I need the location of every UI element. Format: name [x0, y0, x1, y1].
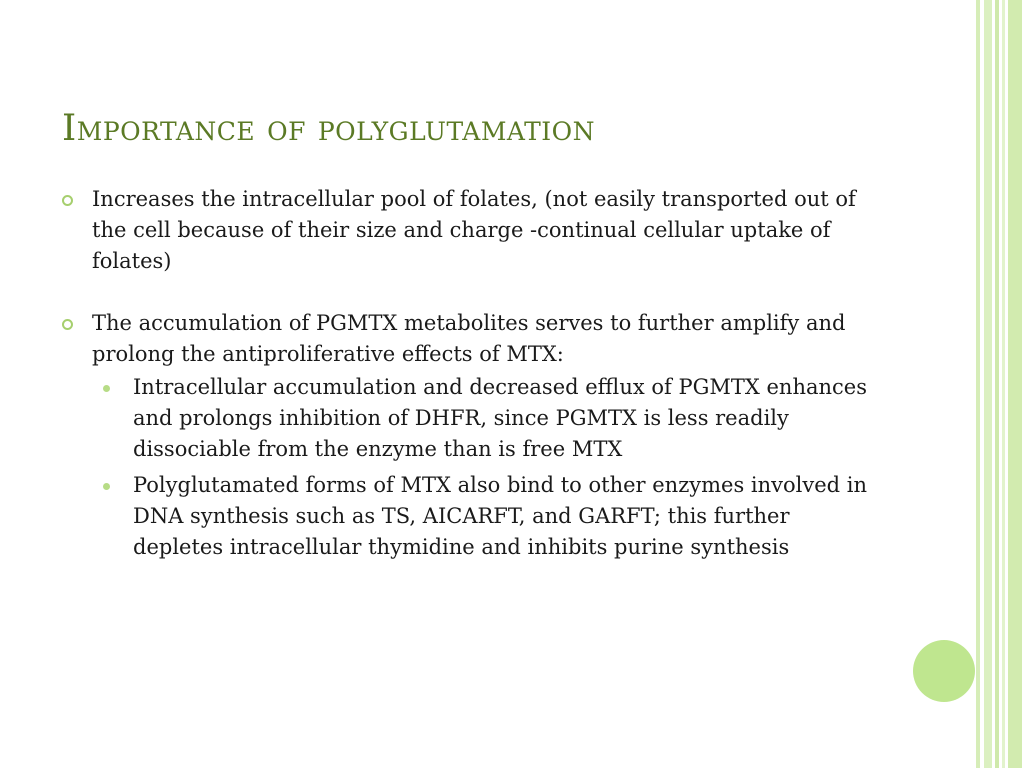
bullet-list	[62, 184, 882, 568]
ring-bullet-icon	[62, 195, 73, 206]
sub-bullet-text: Intracellular accumulation and decreased efflux of PGMTX enhances and prolongs inhibition of DHFR, since PGMTX is less readily dissociable from the enzyme than is free MTX	[133, 375, 867, 461]
slide-title: Importance of polyglutamation	[62, 108, 596, 149]
decorative-stripe	[976, 0, 980, 768]
decorative-circle	[913, 640, 975, 702]
dot-bullet-icon	[103, 385, 110, 392]
bullet-text: The accumulation of PGMTX metabolites serves to further amplify and prolong the antiproliferative effects of MTX:	[92, 311, 846, 366]
decorative-stripe	[995, 0, 999, 768]
dot-bullet-icon	[103, 483, 110, 490]
bullet-item	[62, 308, 882, 563]
bullet-item	[62, 184, 882, 277]
sub-bullet-item	[92, 470, 882, 563]
sub-bullet-text: Polyglutamated forms of MTX also bind to other enzymes involved in DNA synthesis such as TS, AICARFT, and GARFT; this further depletes intracellular thymidine and inhibits purine synthesis	[133, 473, 868, 559]
decorative-stripe	[1008, 0, 1022, 768]
decorative-stripe	[984, 0, 992, 768]
sub-bullet-list	[92, 372, 882, 563]
bullet-text: Increases the intracellular pool of folates, (not easily transported out of the cell because of their size and charge -continual cellular uptake of folates)	[92, 187, 856, 273]
sub-bullet-item	[92, 372, 882, 465]
ring-bullet-icon	[62, 319, 73, 330]
decorative-stripe	[1002, 0, 1005, 768]
